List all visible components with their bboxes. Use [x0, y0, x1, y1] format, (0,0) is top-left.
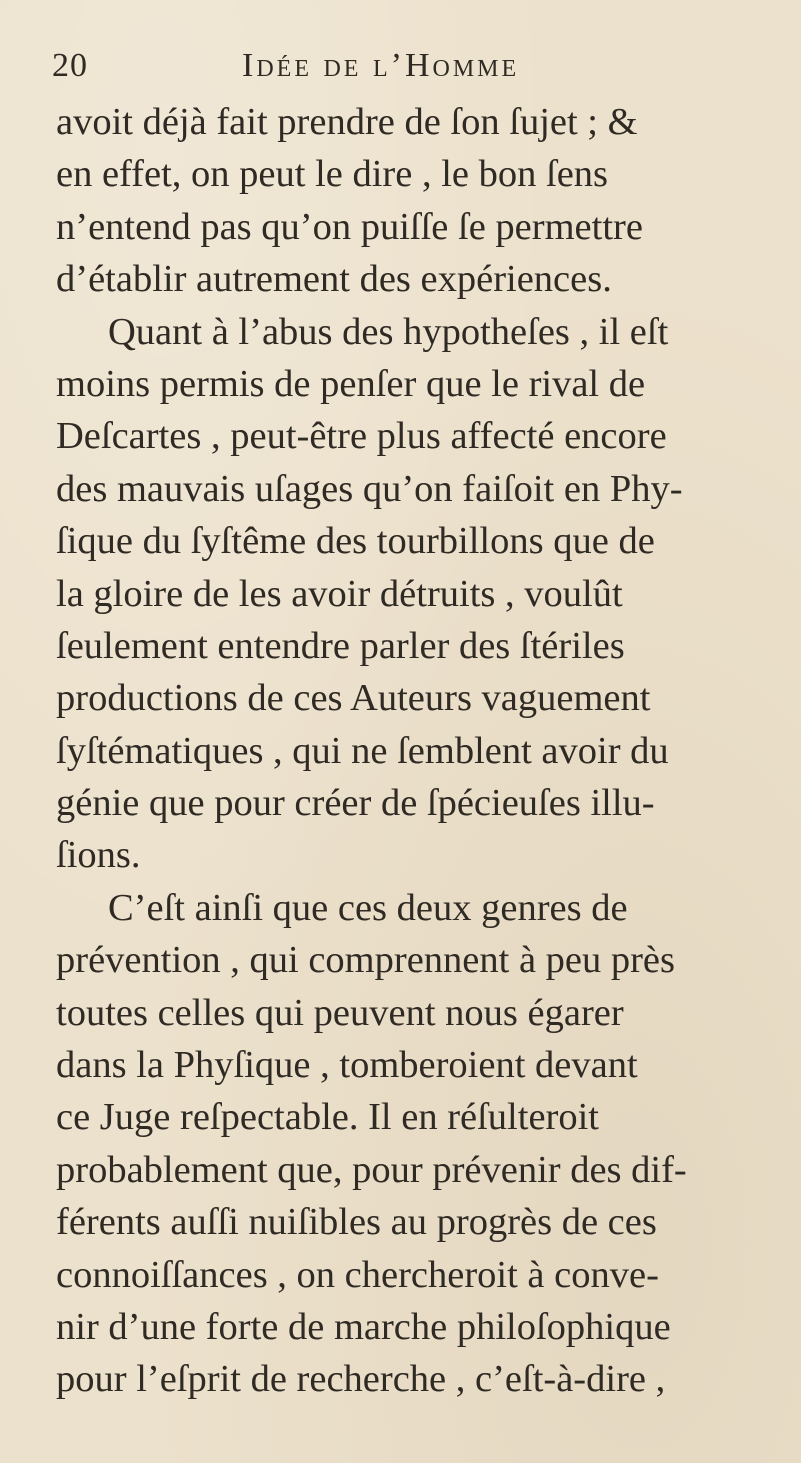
text-line: toutes celles qui peuvent nous égarer — [56, 991, 624, 1034]
text-line: génie que pour créer de ſpécieuſes illu- — [56, 782, 655, 825]
text-line: des mauvais uſages qu’on faiſoit en Phy- — [56, 467, 683, 510]
text-line: moins permis de penſer que le rival de — [56, 362, 646, 405]
paragraph-start-line: Quant à l’abus des hypotheſes , il eſt — [108, 310, 669, 353]
body-text — [56, 96, 768, 1406]
text-line: ſions. — [56, 834, 141, 877]
text-line: probablement que, pour prévenir des dif- — [56, 1148, 687, 1191]
text-line: productions de ces Auteurs vaguement — [56, 677, 651, 720]
paragraph-start-line: C’eſt ainſi que ces deux genres de — [108, 886, 628, 929]
text-line: ce Juge reſpectable. Il en réſulteroit — [56, 1096, 600, 1139]
text-line: n’entend pas qu’on puiſſe ſe permettre — [56, 205, 643, 248]
text-line: ſyſtématiques , qui ne ſemblent avoir du — [56, 729, 669, 772]
text-line: la gloire de les avoir détruits , voulût — [56, 572, 623, 615]
running-title: Idée de l’Homme — [242, 47, 520, 84]
text-line: ſique du ſyſtême des tourbillons que de — [56, 520, 655, 563]
page-header — [52, 42, 772, 90]
text-line: Deſcartes , peut-être plus affecté encore — [56, 415, 667, 458]
text-line: férents auſſi nuiſibles au progrès de ces — [56, 1201, 657, 1244]
text-line: en effet, on peut le dire , le bon ſens — [56, 153, 609, 196]
text-line: nir d’une forte de marche philoſophique — [56, 1305, 671, 1348]
text-line: avoit déjà fait prendre de ſon ſujet ; & — [56, 101, 638, 143]
text-line: prévention , qui comprennent à peu près — [56, 939, 676, 982]
text-line: connoiſſances , on chercheroit à conve- — [56, 1253, 659, 1296]
text-line: ſeulement entendre parler des ſtériles — [56, 624, 625, 667]
page-number: 20 — [52, 47, 88, 84]
text-line: pour l’eſprit de recherche , c’eſt-à-dire , — [56, 1358, 666, 1401]
text-line: d’établir autrement des expériences. — [56, 258, 612, 301]
text-line: dans la Phyſique , tomberoient devant — [56, 1044, 638, 1087]
